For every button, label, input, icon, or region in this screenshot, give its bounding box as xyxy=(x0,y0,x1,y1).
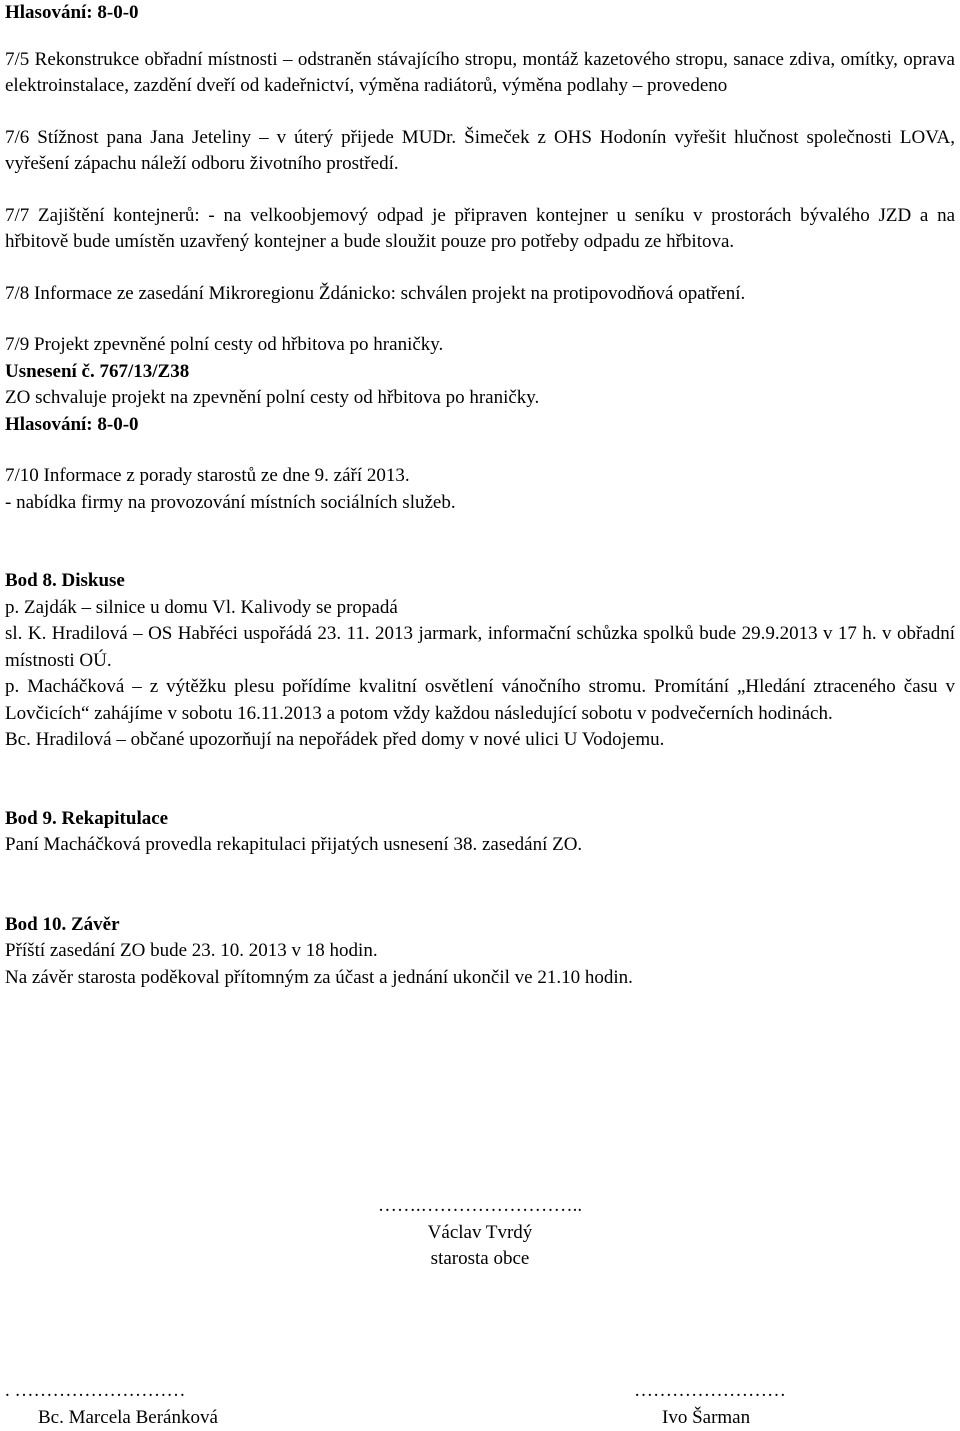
verifier-signature-left xyxy=(5,1378,305,1431)
verifier-name: Ivo Šarman xyxy=(620,1405,920,1431)
item-7-10: 7/10 Informace z porady starostů ze dne 9. září 2013. xyxy=(5,463,955,490)
document-page xyxy=(5,0,955,991)
section-heading-bod9: Bod 9. Rekapitulace xyxy=(5,806,955,833)
signature-dots: …….…………………….. xyxy=(330,1193,630,1220)
resolution-number: Usnesení č. 767/13/Z38 xyxy=(5,359,955,386)
mayor-signature-block xyxy=(330,1193,630,1273)
item-7-9: 7/9 Projekt zpevněné polní cesty od hřbitova po hraničky. xyxy=(5,332,955,359)
discussion-line: sl. K. Hradilová – OS Habřéci uspořádá 23. 11. 2013 jarmark, informační schůzka spolků bude 29.9.2013 v 17 h. v obřadní místnosti OÚ. xyxy=(5,621,955,674)
verifier-signature-right xyxy=(620,1378,920,1431)
resolution-text: ZO schvaluje projekt na zpevnění polní cesty od hřbitova po hraničky. xyxy=(5,385,955,412)
section-heading-bod10: Bod 10. Závěr xyxy=(5,912,955,939)
mayor-name: Václav Tvrdý xyxy=(330,1220,630,1247)
closing-line: Příští zasedání ZO bude 23. 10. 2013 v 18 hodin. xyxy=(5,938,955,965)
vote-result-2: Hlasování: 8-0-0 xyxy=(5,412,955,439)
item-7-6: 7/6 Stížnost pana Jana Jeteliny – v úterý přijede MUDr. Šimeček z OHS Hodonín vyřešit hlučnost společnosti LOVA, vyřešení zápachu náleží odboru životního prostředí. xyxy=(5,125,955,178)
vote-result: Hlasování: 8-0-0 xyxy=(5,0,955,27)
discussion-line: p. Macháčková – z výtěžku plesu pořídíme kvalitní osvětlení vánočního stromu. Promítání „Hledání ztraceného času v Lovčicích“ zahájíme v sobotu 16.11.2013 a potom vždy každou následující sobotu v podvečerních hodinách. xyxy=(5,674,955,727)
discussion-line: Bc. Hradilová – občané upozorňují na nepořádek před domy v nové ulici U Vodojemu. xyxy=(5,727,955,754)
signature-dots: …………………… xyxy=(620,1378,920,1405)
section-heading-bod8: Bod 8. Diskuse xyxy=(5,568,955,595)
item-7-8: 7/8 Informace ze zasedání Mikroregionu Ždánicko: schválen projekt na protipovodňová opatření. xyxy=(5,281,955,308)
closing-line: Na závěr starosta poděkoval přítomným za účast a jednání ukončil ve 21.10 hodin. xyxy=(5,965,955,992)
signature-dots: . ……………………… xyxy=(5,1378,305,1405)
discussion-line: p. Zajdák – silnice u domu Vl. Kalivody se propadá xyxy=(5,595,955,622)
mayor-title: starosta obce xyxy=(330,1246,630,1273)
item-7-5: 7/5 Rekonstrukce obřadní místnosti – odstraněn stávajícího stropu, montáž kazetového stropu, sanace zdiva, omítky, oprava elektroinstalace, zazdění dveří od kadeřnictví, výměna radiátorů, výměna podlahy – provedeno xyxy=(5,47,955,100)
item-7-10-detail: - nabídka firmy na provozování místních sociálních služeb. xyxy=(5,490,955,517)
recap-text: Paní Macháčková provedla rekapitulaci přijatých usnesení 38. zasedání ZO. xyxy=(5,832,955,859)
item-7-7: 7/7 Zajištění kontejnerů: - na velkoobjemový odpad je připraven kontejner u seníku v prostorách bývalého JZD a na hřbitově bude umístěn uzavřený kontejner a bude sloužit pouze pro potřeby odpadu ze hřbitova. xyxy=(5,203,955,256)
verifier-name: Bc. Marcela Beránková xyxy=(5,1405,305,1431)
